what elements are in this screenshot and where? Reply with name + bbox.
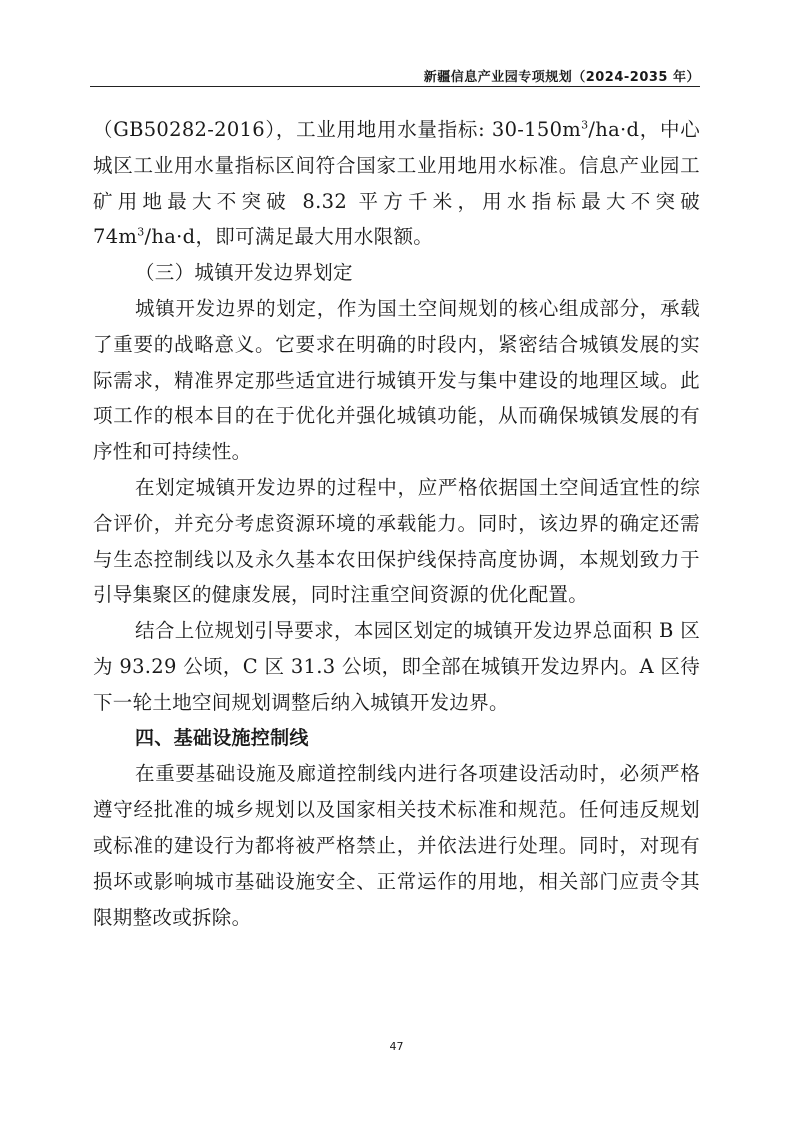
water-text-1: （GB50282-2016），工业用地用水量指标: 30-150m [93,118,582,141]
document-body [93,112,700,935]
superscript-3-second: 3 [137,225,145,239]
water-text-3: /ha·d，即可满足最大用水限额。 [144,225,434,249]
subheading-urban-boundary: （三）城镇开发边界划定 [135,261,353,285]
paragraph-infrastructure-rules: 在重要基础设施及廊道控制线内进行各项建设活动时，必须严格遵守经批准的城乡规划以及国家相关技术标准和规范。任何违反规划或标准的建设行为都将被严格禁止，并依法进行处理。同时，对现有损坏或影响城市基础设施安全、正常运作的用地，相关部门应责令其限期整改或拆除。 [93,762,700,929]
water-text-2: /ha·d，中心城区工业用水量指标区间符合国家工业用地用水标准。信息产业园工矿用地最大不突破 8.32 平方千米，用水指标最大不突破 74m [93,118,700,249]
paragraph-boundary-definition: 城镇开发边界的划定，作为国土空间规划的核心组成部分，承载了重要的战略意义。它要求在明确的时段内，紧密结合城镇发展的实际需求，精准界定那些适宜进行城镇开发与集中建设的地理区域。此项工作的根本目的在于优化并强化城镇功能，从而确保城镇发展的有序性和可持续性。 [93,296,700,464]
heading-infrastructure-control: 四、基础设施控制线 [135,726,309,749]
paragraph-boundary-area: 结合上位规划引导要求，本园区划定的城镇开发边界总面积 B 区为 93.29 公顷，C 区 31.3 公顷，即全部在城镇开发边界内。A 区待下一轮土地空间规划调整后纳入城镇开发边界。 [93,619,700,714]
superscript-3: 3 [581,118,589,132]
page-number: 47 [389,1040,404,1053]
header-title: 新疆信息产业园专项规划（2024-2035 年） [423,70,700,85]
paragraph-water-indicators [93,112,700,255]
page-header [90,64,700,87]
paragraph-boundary-process: 在划定城镇开发边界的过程中，应严格依据国土空间适宜性的综合评价，并充分考虑资源环境的承载能力。同时，该边界的确定还需与生态控制线以及永久基本农田保护线保持高度协调，本规划致力于引导集聚区的健康发展，同时注重空间资源的优化配置。 [93,475,700,607]
